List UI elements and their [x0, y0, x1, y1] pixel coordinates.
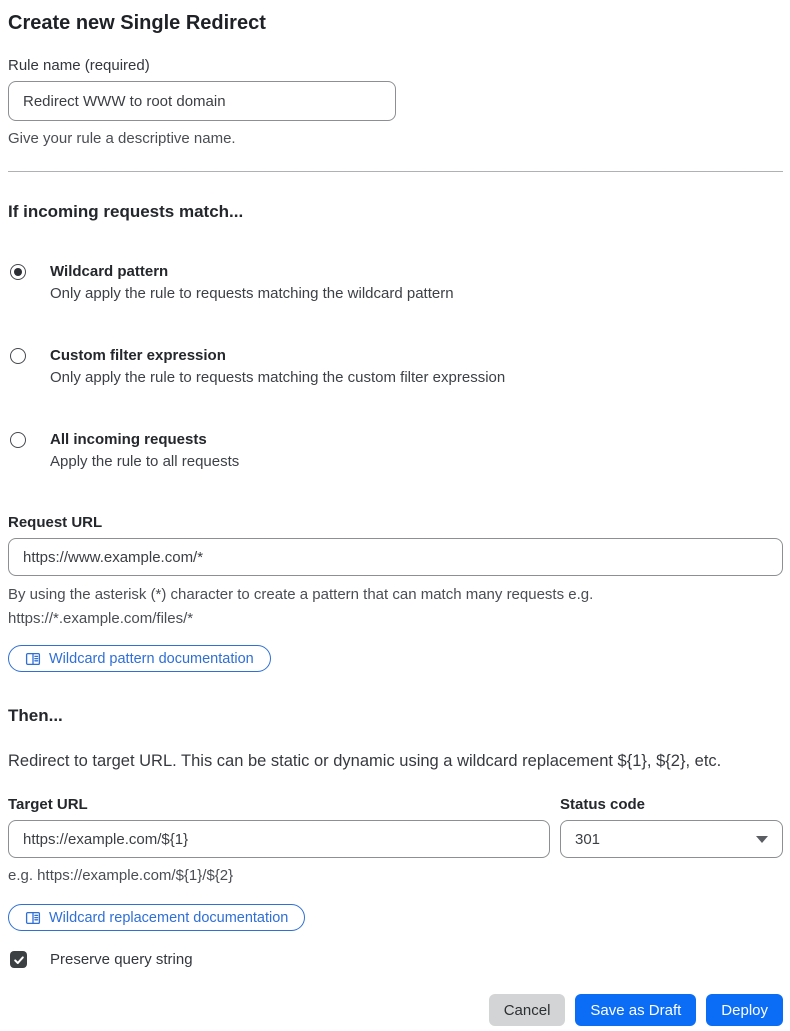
cancel-button[interactable]: Cancel [489, 994, 566, 1026]
then-description: Redirect to target URL. This can be static or dynamic using a wildcard replacement ${1}, ${2}, etc. [8, 752, 722, 770]
target-row-labels [8, 796, 783, 813]
target-url-label: Target URL [8, 796, 88, 813]
preserve-query-row[interactable] [8, 951, 783, 968]
radio-option-custom-filter[interactable] [8, 346, 783, 388]
target-url-input[interactable] [8, 820, 550, 858]
status-code-select[interactable] [560, 820, 783, 858]
rule-name-help: Give your rule a descriptive name. [8, 130, 236, 147]
status-code-label: Status code [560, 796, 646, 813]
radio-label: Wildcard pattern [50, 263, 169, 280]
checkbox-checked-icon[interactable] [10, 951, 27, 968]
request-url-help-line1: By using the asterisk (*) character to create a pattern that can match many requests e.g. [8, 586, 594, 603]
rule-name-input[interactable] [8, 81, 396, 121]
open-book-icon [25, 910, 41, 926]
target-url-help: e.g. https://example.com/${1}/${2} [8, 867, 234, 884]
radio-description: Apply the rule to all requests [50, 453, 240, 470]
rule-name-label: Rule name (required) [8, 57, 150, 74]
preserve-query-label: Preserve query string [50, 951, 193, 968]
request-url-label: Request URL [8, 514, 103, 531]
match-section-heading: If incoming requests match... [8, 202, 244, 221]
radio-option-wildcard-pattern[interactable] [8, 262, 783, 304]
radio-unselected-icon[interactable] [10, 348, 26, 364]
status-code-value: 301 [575, 830, 601, 848]
footer-actions [8, 994, 783, 1026]
page-title: Create new Single Redirect [8, 12, 266, 34]
doc-button-label: Wildcard replacement documentation [49, 909, 289, 926]
target-row-inputs [8, 820, 783, 858]
radio-selected-icon[interactable] [10, 264, 26, 280]
wildcard-replacement-doc-button[interactable] [8, 904, 305, 931]
request-url-help-line2: https://*.example.com/files/* [8, 610, 194, 627]
wildcard-pattern-doc-button[interactable] [8, 645, 271, 672]
match-radio-group [8, 262, 783, 472]
open-book-icon [25, 651, 41, 667]
then-section-heading: Then... [8, 706, 63, 725]
request-url-help [8, 583, 783, 631]
save-as-draft-button[interactable]: Save as Draft [575, 994, 696, 1026]
radio-description: Only apply the rule to requests matching the custom filter expression [50, 369, 506, 386]
caret-down-icon [756, 836, 768, 843]
radio-description: Only apply the rule to requests matching the wildcard pattern [50, 285, 454, 302]
doc-button-label: Wildcard pattern documentation [49, 650, 254, 667]
radio-label: All incoming requests [50, 431, 207, 448]
radio-label: Custom filter expression [50, 347, 226, 364]
request-url-input[interactable] [8, 538, 783, 576]
radio-option-all-requests[interactable] [8, 430, 783, 472]
deploy-button[interactable]: Deploy [706, 994, 783, 1026]
section-divider [8, 171, 783, 172]
radio-unselected-icon[interactable] [10, 432, 26, 448]
